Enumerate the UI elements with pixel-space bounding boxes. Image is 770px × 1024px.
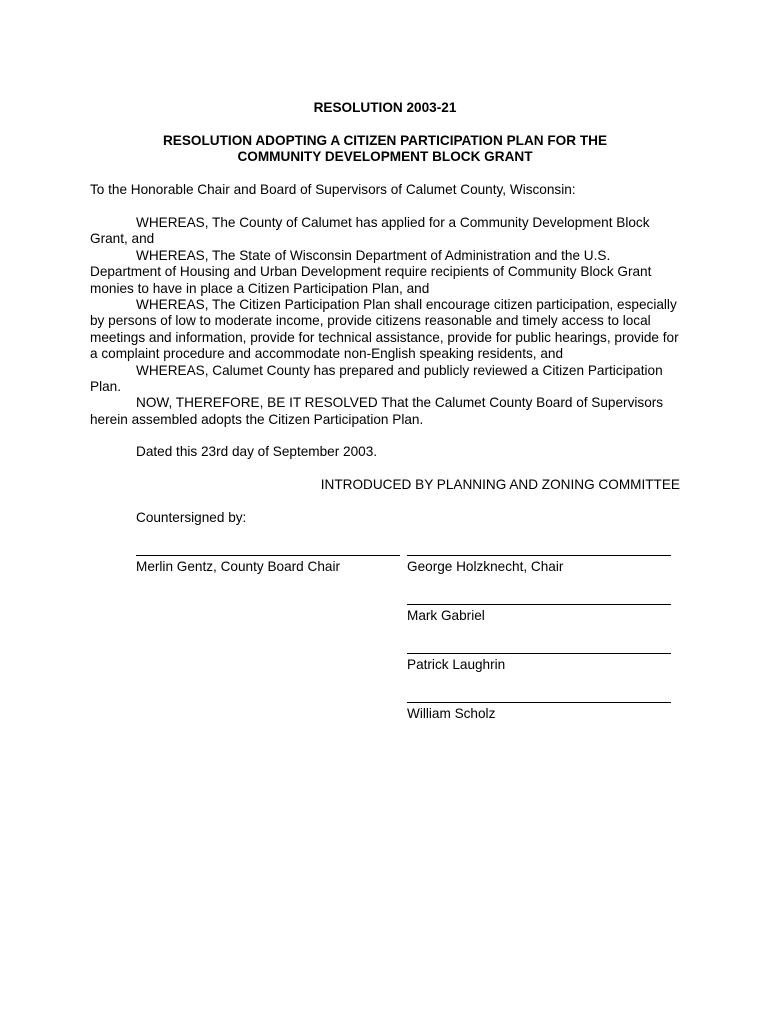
- signatory-name: Patrick Laughrin: [407, 657, 506, 672]
- signature-line: [407, 555, 671, 556]
- signature-block-member: [407, 604, 671, 624]
- resolved-paragraph: NOW, THEREFORE, BE IT RESOLVED That the Calumet County Board of Supervisors herein assembled adopts the Citizen Participation Plan.: [90, 395, 664, 427]
- introduced-by: INTRODUCED BY PLANNING AND ZONING COMMITTEE: [320, 477, 680, 492]
- subtitle-line-1: RESOLUTION ADOPTING A CITIZEN PARTICIPATION PLAN FOR THE: [162, 133, 608, 148]
- whereas-paragraph: WHEREAS, The State of Wisconsin Department of Administration and the U.S. Department of Housing and Urban Development require recipients of Community Block Grant monies to have in place a Citizen Participation Plan, and: [90, 247, 652, 296]
- signatory-name: William Scholz: [407, 706, 496, 721]
- dated-line: Dated this 23rd day of September 2003.: [136, 444, 378, 459]
- signatory-name: Merlin Gentz, County Board Chair: [136, 559, 340, 574]
- resolution-subtitle: [90, 133, 680, 166]
- signatory-name: George Holzknecht, Chair: [407, 559, 564, 574]
- resolution-body: [90, 215, 680, 428]
- subtitle-line-2: COMMUNITY DEVELOPMENT BLOCK GRANT: [237, 149, 533, 165]
- signature-block-board-chair: [136, 555, 400, 575]
- signature-line: [407, 653, 671, 654]
- signature-block-committee-chair: [407, 555, 671, 575]
- signature-line: [407, 702, 671, 703]
- signature-block-member: [407, 702, 671, 722]
- whereas-paragraph: WHEREAS, The Citizen Participation Plan shall encourage citizen participation, especially by persons of low to moderate income, provide citizens reasonable and timely access to local meetings and information, provide for technical assistance, provide for public hearings, provide for a complaint procedure and accommodate non-English speaking residents, and: [90, 297, 679, 362]
- signature-line: [136, 555, 400, 556]
- whereas-paragraph: WHEREAS, The County of Calumet has applied for a Community Development Block Grant, and: [90, 215, 650, 247]
- signature-line: [407, 604, 671, 605]
- whereas-paragraph: WHEREAS, Calumet County has prepared and publicly reviewed a Citizen Participation Plan.: [90, 362, 663, 395]
- signatory-name: Mark Gabriel: [407, 608, 485, 623]
- resolution-title: RESOLUTION 2003-21: [313, 100, 457, 115]
- signature-block-member: [407, 653, 671, 673]
- countersigned-label: Countersigned by:: [136, 510, 247, 525]
- salutation: To the Honorable Chair and Board of Supervisors of Calumet County, Wisconsin:: [90, 182, 576, 197]
